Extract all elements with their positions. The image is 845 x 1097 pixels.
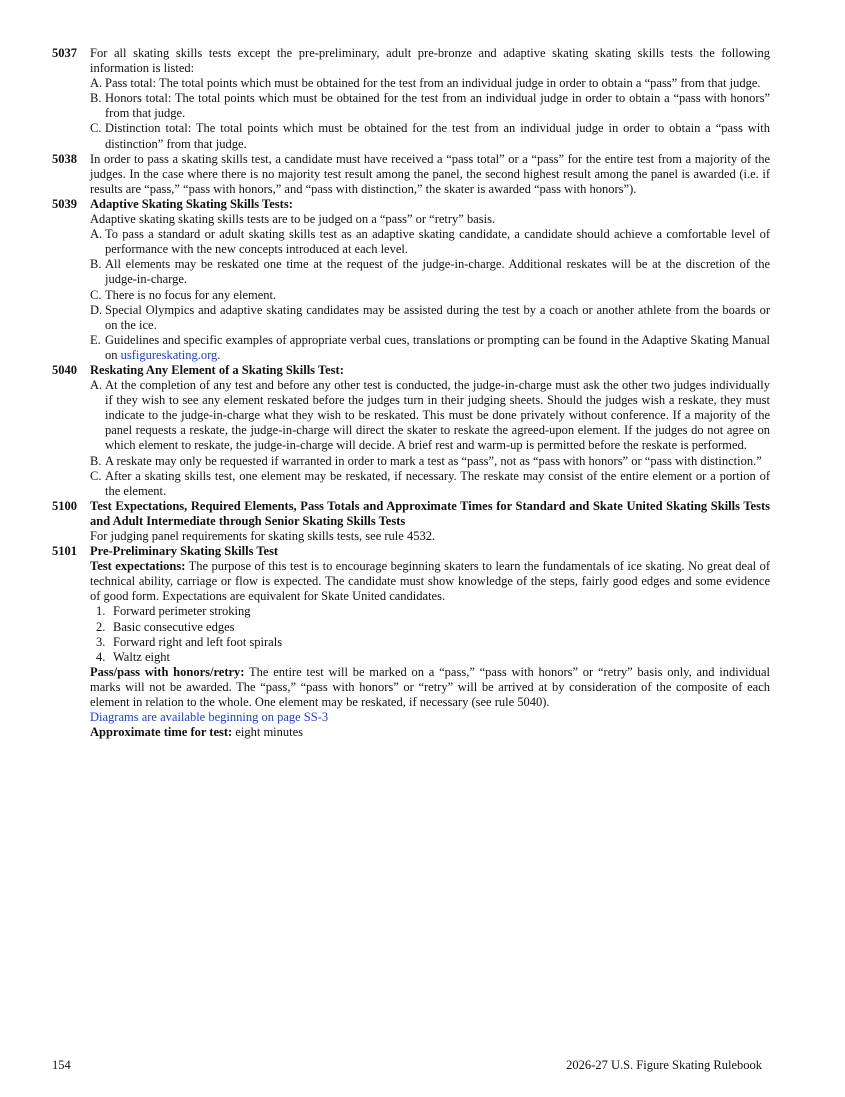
list-item: A. At the completion of any test and before any other test is conducted, the judge-in-charge must ask the other two judges individually if they wish to see any element reskated before the judges turn in their judging sheets. Should the judges wish a reskate, they must indicate to the judge-in-charge what they wish to be reskated. This must be done privately without conference. If a majority of the panel requests a reskate, the judge-in-charge will direct the skater to reskate the agreed-upon element. If the judges do not agree on which element to reskate, the judge-in-charge will decide. A brief rest and warm-up is permitted before the reskate is performed. [90, 378, 770, 453]
list-item: A. Pass total: The total points which must be obtained for the test from an individual judge in order to obtain a “pass” from that judge. [90, 76, 761, 91]
diagrams-link[interactable]: Diagrams are available beginning on page SS-3 [90, 710, 329, 725]
list-item: D. Special Olympics and adaptive skating candidates may be assisted during the test by a coach or another athlete from the boards or on the ice. [90, 302, 770, 332]
list-item: A. To pass a standard or adult skating skills test as an adaptive skating candidate, a candidate should achieve a comfortable level of performance with the new concepts introduced at each level. [90, 227, 770, 257]
rule-5101 [52, 544, 770, 740]
approximate-time: Approximate time for test: eight minutes [90, 725, 304, 740]
rule-text: For judging panel requirements for skating skills tests, see rule 4532. [90, 529, 436, 543]
rule-number: 5040 [52, 362, 77, 377]
list-item: E. Guidelines and specific examples of appropriate verbal cues, translations or prompting can be found in the Adaptive Skating Manual on usfigureskating.org. [90, 332, 770, 362]
rule-5037 [52, 46, 770, 152]
test-expectations: Test expectations: The purpose of this test is to encourage beginning skaters to learn the fundamentals of ice skating. No great deal of technical ability, carriage or flow is expected. The candidate must show knowledge of the steps, fairly good edges and some evidence of good form. Expectations are equivalent for Skate United candidates. [90, 559, 770, 604]
page-footer [52, 1058, 762, 1073]
page-number: 154 [52, 1058, 71, 1072]
usfigureskating-link[interactable]: usfigureskating.org [120, 347, 218, 362]
element-item: 3. Forward right and left foot spirals [96, 634, 283, 649]
rule-5040 [52, 363, 770, 499]
element-item: 1. Forward perimeter stroking [96, 604, 251, 619]
rule-heading: Test Expectations, Required Elements, Pass Totals and Approximate Times for Standard and Skate United Skating Skills Tests and Adult Intermediate through Senior Skating Skills Tests [90, 498, 770, 528]
book-title: 2026-27 U.S. Figure Skating Rulebook [566, 1058, 762, 1072]
rule-5038 [52, 152, 770, 197]
rule-number: 5037 [52, 46, 77, 60]
rule-heading: Pre-Preliminary Skating Skills Test [90, 544, 279, 559]
rule-text: In order to pass a skating skills test, a candidate must have received a “pass total” or a “pass” for the entire test from a majority of the judges. In the case where there is no majority test result among the panel, the second highest result among the panel is awarded (i.e. if results are “pass,” “pass with honors,” and “pass with distinction,” the skater is awarded “pass with honors”). [90, 151, 770, 196]
rule-heading: Adaptive Skating Skating Skills Tests: [90, 196, 293, 211]
rule-5039 [52, 197, 770, 363]
rule-number: 5038 [52, 151, 77, 166]
list-item: C. There is no focus for any element. [90, 287, 277, 302]
rule-heading: Reskating Any Element of a Skating Skills Test: [90, 362, 344, 377]
rule-text: Adaptive skating skating skills tests are to be judged on a “pass” or “retry” basis. [90, 212, 496, 227]
rule-number: 5101 [52, 544, 77, 559]
rule-number: 5100 [52, 498, 77, 513]
list-item: B. Honors total: The total points which must be obtained for the test from an individual judge in order to obtain a “pass with honors” from that judge. [90, 91, 770, 121]
rule-5100 [52, 499, 770, 544]
rule-number: 5039 [52, 196, 77, 211]
list-item: C. Distinction total: The total points which must be obtained for the test from an individual judge in order to obtain a “pass with distinction” from that judge. [90, 121, 770, 151]
element-item: 4. Waltz eight [96, 649, 170, 664]
list-item: B. All elements may be reskated one time at the request of the judge-in-charge. Additional reskates will be at the discretion of the judge-in-charge. [90, 257, 770, 287]
list-item: B. A reskate may only be requested if warranted in order to mark a test as “pass”, not as “pass with honors” or “pass with distinction.” [90, 453, 762, 468]
rulebook-page [52, 46, 770, 740]
list-item: C. After a skating skills test, one element may be reskated, if necessary. The reskate may consist of the entire element or a portion of the element. [90, 468, 770, 498]
rule-text: For all skating skills tests except the pre-preliminary, adult pre-bronze and adaptive skating skating skills tests the following information is listed: [90, 46, 770, 76]
element-item: 2. Basic consecutive edges [96, 619, 235, 634]
pass-retry-text: Pass/pass with honors/retry: The entire test will be marked on a “pass,” “pass with honors” or “retry” basis only, and individual marks will not be awarded. The “pass,” “pass with honors” or “retry” will be arrived at by consideration of the composite of each element in relation to the whole. One element may be reskated, if necessary (see rule 5040). [90, 664, 771, 710]
